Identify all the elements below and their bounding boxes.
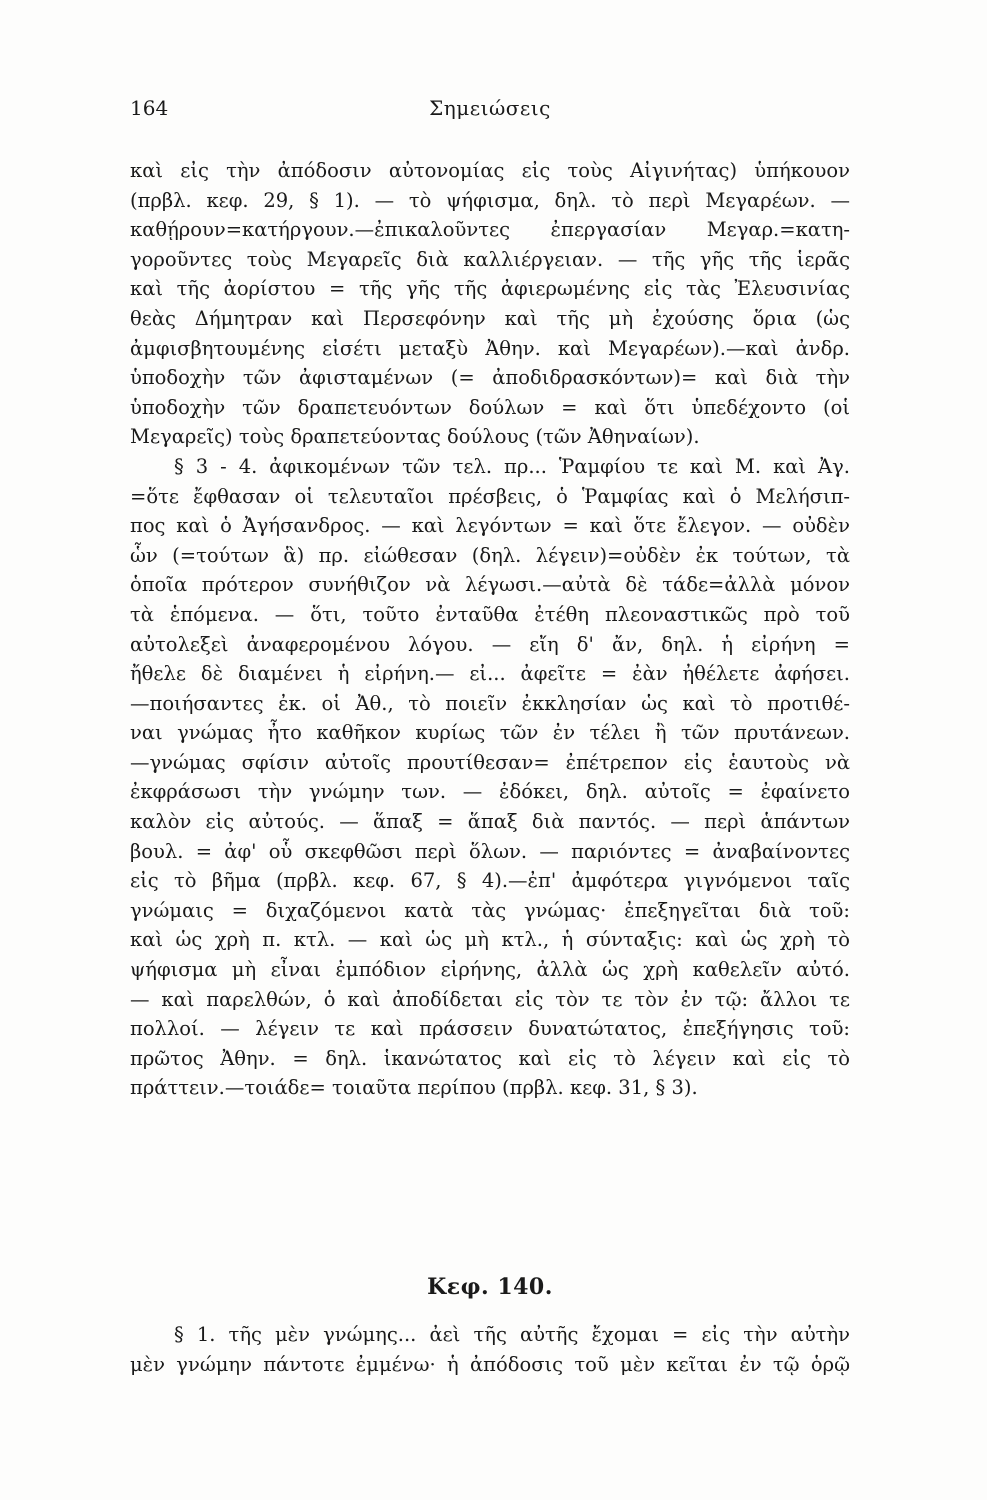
text-line: βουλ. = ἀφ' οὗ σκεφθῶσι περὶ ὅλων. — παριόντες = ἀναβαίνοντες <box>130 839 850 863</box>
text-line: ψήφισμα μὴ εἶναι ἐμπόδιον εἰρήνης, ἀλλὰ ὡς χρὴ καθελεῖν αὐτό. <box>130 958 850 982</box>
text-line: ναι γνώμας ἦτο καθῆκον κυρίως τῶν ἐν τέλει ἢ τῶν πρυτάνεων. <box>130 721 850 745</box>
text-line: καθῄρουν=κατήργουν.—ἐπικαλοῦντες ἐπεργασίαν Μεγαρ.=κατη- <box>130 218 850 242</box>
text-line: ὁποῖα πρότερον συνήθιζον νὰ λέγωσι.—αὐτὰ δὲ τάδε=ἀλλὰ μόνον <box>130 573 850 597</box>
text-line: τὰ ἑπόμενα. — ὅτι, τοῦτο ἐνταῦθα ἐτέθη πλεοναστικῶς πρὸ τοῦ <box>130 602 850 626</box>
text-line: καὶ εἰς τὴν ἀπόδοσιν αὐτονομίας εἰς τοὺς Αἰγινήτας) ὑπήκουον <box>130 159 850 182</box>
text-line: αὐτολεξεὶ ἀναφερομένου λόγου. — εἴη δ' ἄν, δηλ. ἡ εἰρήνη = <box>130 632 850 656</box>
text-line: ἀμφισβητουμένης εἰσέτι μεταξὺ Ἀθην. καὶ Μεγαρέων).—καὶ ἀνδρ. <box>130 336 850 360</box>
text-line: πρῶτος Ἀθην. = δηλ. ἱκανώτατος καὶ εἰς τὸ λέγειν καὶ εἰς τὸ <box>130 1046 850 1070</box>
text-line: Μεγαρεῖς) τοὺς δραπετεύοντας δούλους (τῶν Ἀθηναίων). <box>130 425 700 449</box>
text-line: ἐκφράσωσι τὴν γνώμην των. — ἐδόκει, δηλ. αὐτοῖς = ἐφαίνετο <box>130 780 850 804</box>
chapter-body <box>130 1320 850 1379</box>
text-line: ὧν (=τούτων ἃ) πρ. εἰώθεσαν (δηλ. λέγειν)=οὐδὲν ἐκ τούτων, τὰ <box>130 543 850 567</box>
running-head: Σημειώσεις <box>429 96 551 120</box>
text-line: καὶ τῆς ἀορίστου = τῆς γῆς τῆς ἀφιερωμένης εἰς τὰς Ἐλευσινίας <box>130 277 850 301</box>
notes-body <box>130 156 850 1103</box>
text-line: —γνώμας σφίσιν αὐτοῖς προυτίθεσαν= ἐπέτρεπον εἰς ἑαυτοὺς νὰ <box>130 750 850 774</box>
text-line: (πρβλ. κεφ. 29, § 1). — τὸ ψήφισμα, δηλ. τὸ περὶ Μεγαρέων. — <box>130 188 850 212</box>
text-line: ὑποδοχὴν τῶν ἀφισταμένων (= ἀποδιδρασκόντων)= καὶ διὰ τὴν <box>130 366 850 390</box>
text-line: καλὸν εἰς αὐτούς. — ἅπαξ = ἅπαξ διὰ παντός. — περὶ ἁπάντων <box>130 810 850 834</box>
text-line: ἤθελε δὲ διαμένει ἡ εἰρήνη.— εἰ... ἀφεῖτε = ἐὰν ἠθέλετε ἀφήσει. <box>130 662 850 686</box>
text-line: —ποιήσαντες ἐκ. οἱ Ἀθ., τὸ ποιεῖν ἐκκλησίαν ὡς καὶ τὸ προτιθέ- <box>130 691 850 715</box>
page-header <box>130 96 880 126</box>
text-line: γοροῦντες τοὺς Μεγαρεῖς διὰ καλλιέργειαν. — τῆς γῆς τῆς ἱερᾶς <box>130 247 850 271</box>
text-line: καὶ ὡς χρὴ π. κτλ. — καὶ ὡς μὴ κτλ., ἡ σύνταξις: καὶ ὡς χρὴ τὸ <box>130 928 850 952</box>
text-line: πος καὶ ὁ Ἀγήσανδρος. — καὶ λεγόντων = καὶ ὅτε ἔλεγον. — οὐδὲν <box>130 514 850 538</box>
text-line: § 1. τῆς μὲν γνώμης... ἀεὶ τῆς αὐτῆς ἔχομαι = εἰς τὴν αὐτὴν <box>174 1323 850 1346</box>
text-line: πράττειν.—τοιάδε= τοιαῦτα περίπου (πρβλ. κεφ. 31, § 3). <box>130 1076 698 1100</box>
chapter-heading: Κεφ. 140. <box>427 1274 553 1300</box>
text-line: § 3 - 4. ἀφικομένων τῶν τελ. πρ... Ῥαμφίου τε καὶ Μ. καὶ Ἀγ. <box>174 454 850 478</box>
text-line: πολλοί. — λέγειν τε καὶ πράσσειν δυνατώτατος, ἐπεξήγησις τοῦ: <box>130 1017 850 1041</box>
text-line: μὲν γνώμην πάντοτε ἐμμένω· ἡ ἀπόδοσις τοῦ μὲν κεῖται ἐν τῷ ὁρῷ <box>130 1352 850 1376</box>
text-line: — καὶ παρελθών, ὁ καὶ ἀποδίδεται εἰς τὸν τε τὸν ἐν τῷ: ἄλλοι τε <box>130 987 850 1011</box>
text-line: ὑποδοχὴν τῶν δραπετευόντων δούλων = καὶ ὅτι ὑπεδέχοντο (οἱ <box>130 395 850 419</box>
text-line: γνώμαις = διχαζόμενοι κατὰ τὰς γνώμας· ἐπεξηγεῖται διὰ τοῦ: <box>130 898 850 922</box>
text-line: εἰς τὸ βῆμα (πρβλ. κεφ. 67, § 4).—ἐπ' ἀμφότερα γιγνόμενοι ταῖς <box>130 869 850 893</box>
text-line: =ὅτε ἔφθασαν οἱ τελευταῖοι πρέσβεις, ὁ Ῥαμφίας καὶ ὁ Μελήσιπ- <box>130 484 850 508</box>
page-number: 164 <box>130 96 169 120</box>
text-line: θεὰς Δήμητραν καὶ Περσεφόνην καὶ τῆς μὴ ἐχούσης ὅρια (ὡς <box>130 306 850 330</box>
